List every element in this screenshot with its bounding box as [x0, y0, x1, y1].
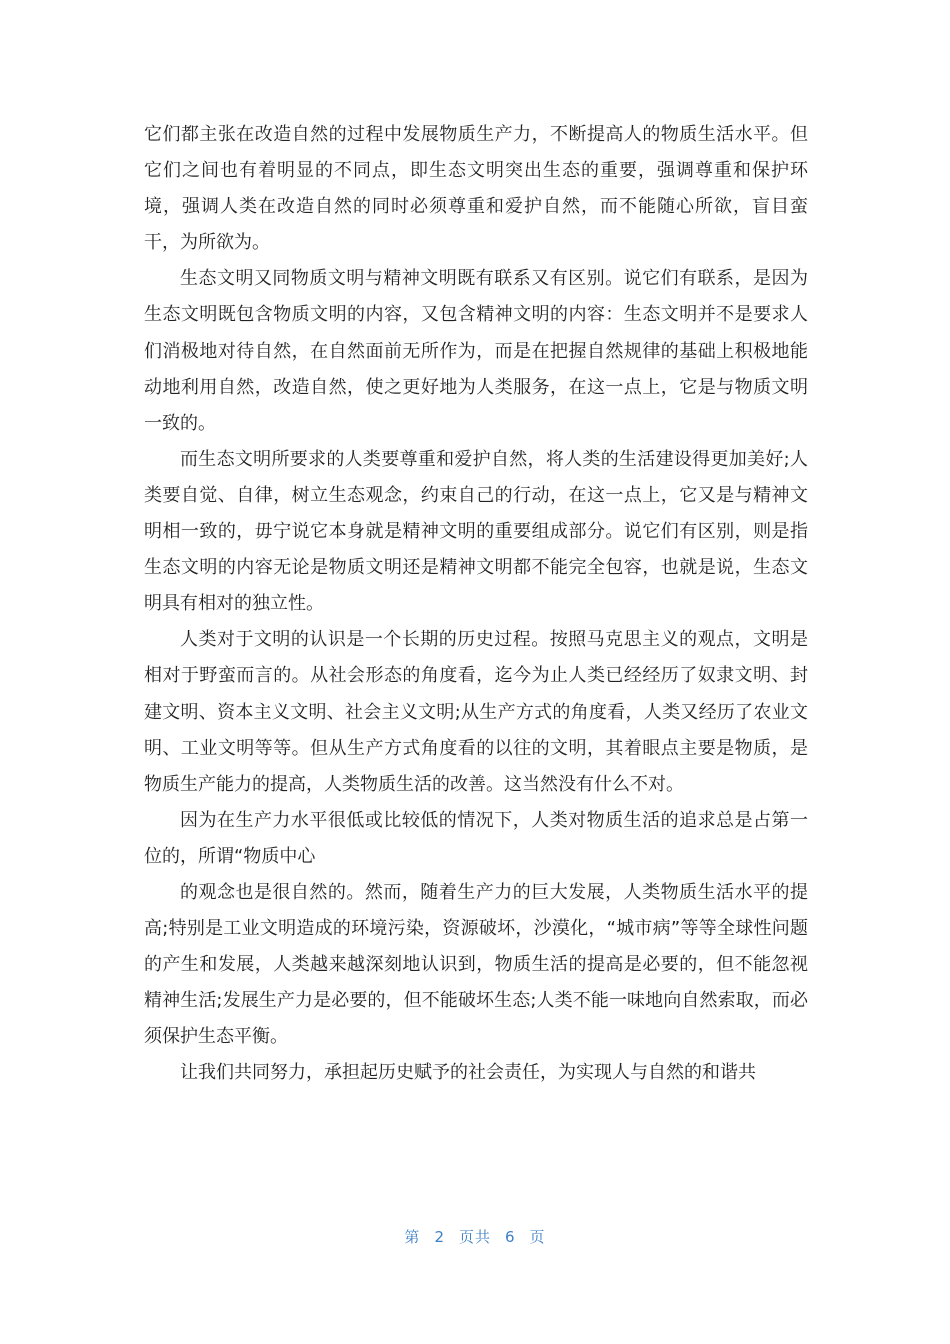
total-pages-number: 6: [505, 1228, 516, 1246]
page-footer: [0, 1226, 950, 1247]
page-label-prefix: 第: [404, 1228, 421, 1246]
paragraph-4: 人类对于文明的认识是一个长期的历史过程。按照马克思主义的观点，文明是相对于野蛮而言的。从社会形态的角度看，迄今为止人类已经经历了奴隶文明、封建文明、资本主义文明、社会主义文明;从生产方式的角度看，人类又经历了农业文明、工业文明等等。但从生产方式角度看的以往的文明，其着眼点主要是物质，是物质生产能力的提高，人类物质生活的改善。这当然没有什么不对。: [144, 629, 808, 795]
page-label-suffix: 页: [529, 1228, 546, 1246]
paragraph-1: 它们都主张在改造自然的过程中发展物质生产力，不断提高人的物质生活水平。但它们之间也有着明显的不同点，即生态文明突出生态的重要，强调尊重和保护环境，强调人类在改造自然的同时必须尊重和爱护自然，而不能随心所欲，盲目蛮干，为所欲为。: [144, 124, 808, 254]
paragraph-5: 因为在生产力水平很低或比较低的情况下，人类对物质生活的追求总是占第一位的，所谓“物质中心: [144, 809, 808, 867]
document-body: [144, 117, 808, 1092]
paragraph-7: 让我们共同努力，承担起历史赋予的社会责任，为实现人与自然的和谐共: [180, 1062, 756, 1084]
paragraph-6: 的观念也是很自然的。然而，随着生产力的巨大发展，人类物质生活水平的提高;特别是工业文明造成的环境污染，资源破坏，沙漠化，“城市病”等等全球性问题的产生和发展，人类越来越深刻地认识到，物质生活的提高是必要的，但不能忽视精神生活;发展生产力是必要的，但不能破坏生态;人类不能一味地向自然索取，而必须保护生态平衡。: [144, 881, 808, 1048]
paragraph-3: 而生态文明所要求的人类要尊重和爱护自然，将人类的生活建设得更加美好;人类要自觉、自律，树立生态观念，约束自己的行动，在这一点上，它又是与精神文明相一致的，毋宁说它本身就是精神文明的重要组成部分。说它们有区别，则是指生态文明的内容无论是物质文明还是精神文明都不能完全包容，也就是说，生态文明具有相对的独立性。: [144, 448, 808, 615]
page-label-middle: 页共: [458, 1228, 491, 1246]
current-page-number: 2: [434, 1228, 445, 1246]
paragraph-2: 生态文明又同物质文明与精神文明既有联系又有区别。说它们有联系，是因为生态文明既包含物质文明的内容，又包含精神文明的内容：生态文明并不是要求人们消极地对待自然，在自然面前无所作为，而是在把握自然规律的基础上积极地能动地利用自然，改造自然，使之更好地为人类服务，在这一点上，它是与物质文明一致的。: [144, 268, 808, 434]
